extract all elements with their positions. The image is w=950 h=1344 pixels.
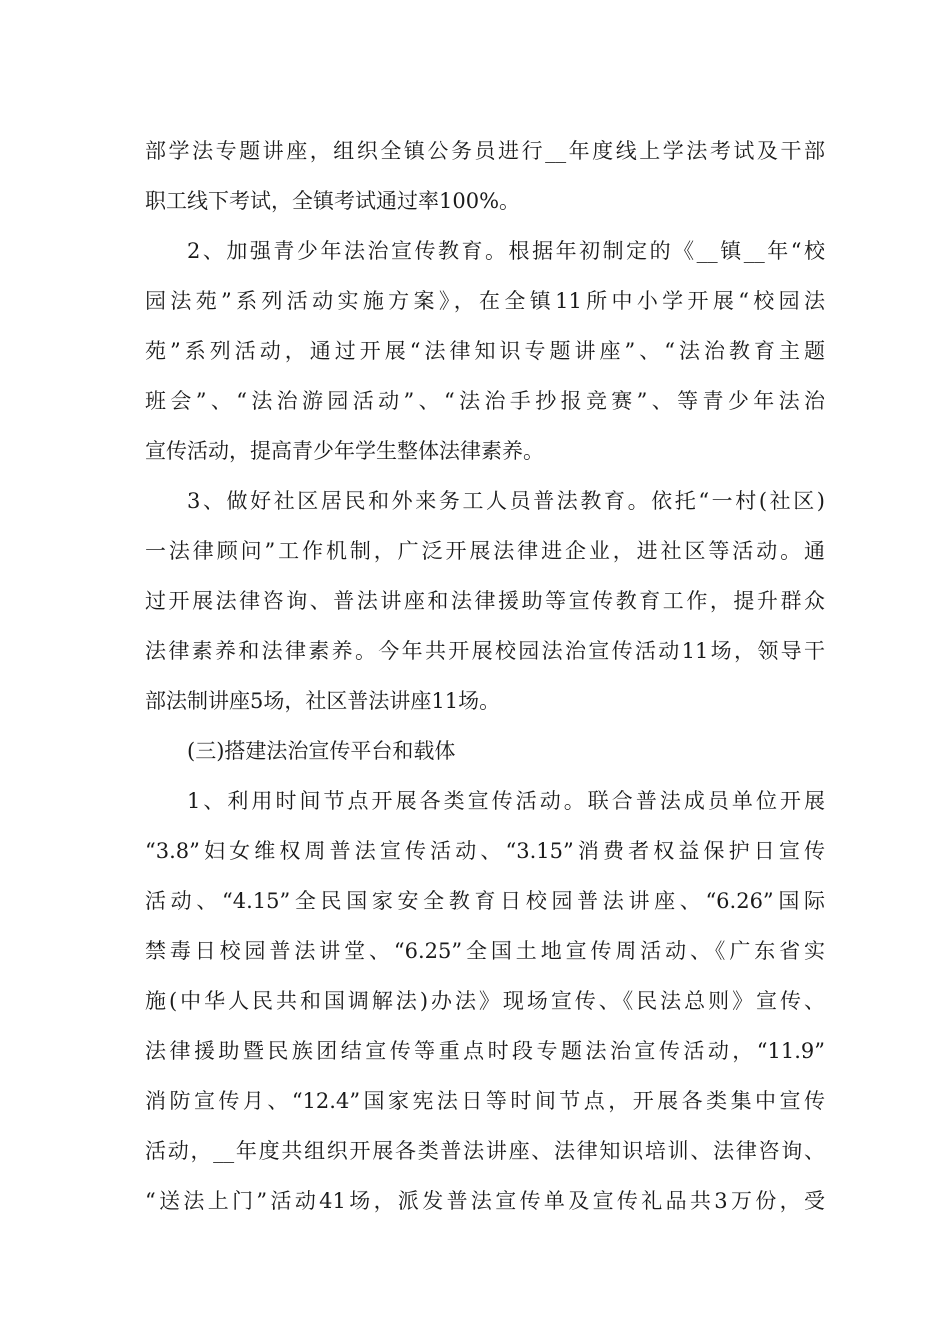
- text-line-3: 2、加强青少年法治宣传教育。根据年初制定的《__镇__年“校: [187, 239, 825, 263]
- text-line-11: 法律素养和法律素养。今年共开展校园法治宣传活动11场，领导干: [145, 639, 825, 663]
- text-line-7: 宣传活动，提高青少年学生整体法律素养。: [145, 439, 544, 463]
- text-line-19: 法律援助暨民族团结宣传等重点时段专题法治宣传活动，“11.9”: [145, 1039, 825, 1063]
- text-line-21: 活动，__年度共组织开展各类普法讲座、法律知识培训、法律咨询、: [145, 1139, 825, 1163]
- text-line-20: 消防宣传月、“12.4”国家宪法日等时间节点，开展各类集中宣传: [145, 1089, 825, 1113]
- text-line-6: 班会”、“法治游园活动”、“法治手抄报竞赛”、等青少年法治: [145, 389, 825, 413]
- text-line-12: 部法制讲座5场，社区普法讲座11场。: [145, 689, 501, 713]
- text-line-15: “3.8”妇女维权周普法宣传活动、“3.15”消费者权益保护日宣传: [145, 839, 825, 863]
- text-line-2: 职工线下考试，全镇考试通过率100%。: [145, 189, 521, 213]
- text-line-18: 施(中华人民共和国调解法)办法》现场宣传、《民法总则》宣传、: [145, 989, 825, 1013]
- text-line-8: 3、做好社区居民和外来务工人员普法教育。依托“一村(社区): [187, 489, 825, 513]
- text-line-16: 活动、“4.15”全民国家安全教育日校园普法讲座、“6.26”国际: [145, 889, 825, 913]
- text-line-4: 园法苑”系列活动实施方案》，在全镇11所中小学开展“校园法: [145, 289, 825, 313]
- section-heading: (三)搭建法治宣传平台和载体: [187, 739, 456, 763]
- text-line-9: 一法律顾问”工作机制，广泛开展法律进企业，进社区等活动。通: [145, 539, 825, 563]
- text-line-5: 苑”系列活动，通过开展“法律知识专题讲座”、“法治教育主题: [145, 339, 825, 363]
- text-line-1: 部学法专题讲座，组织全镇公务员进行__年度线上学法考试及干部: [145, 139, 825, 163]
- text-line-10: 过开展法律咨询、普法讲座和法律援助等宣传教育工作，提升群众: [145, 589, 825, 613]
- text-line-17: 禁毒日校园普法讲堂、“6.25”全国土地宣传周活动、《广东省实: [145, 939, 825, 963]
- text-line-14: 1、利用时间节点开展各类宣传活动。联合普法成员单位开展: [187, 789, 825, 813]
- text-line-22: “送法上门”活动41场，派发普法宣传单及宣传礼品共3万份，受: [145, 1189, 825, 1213]
